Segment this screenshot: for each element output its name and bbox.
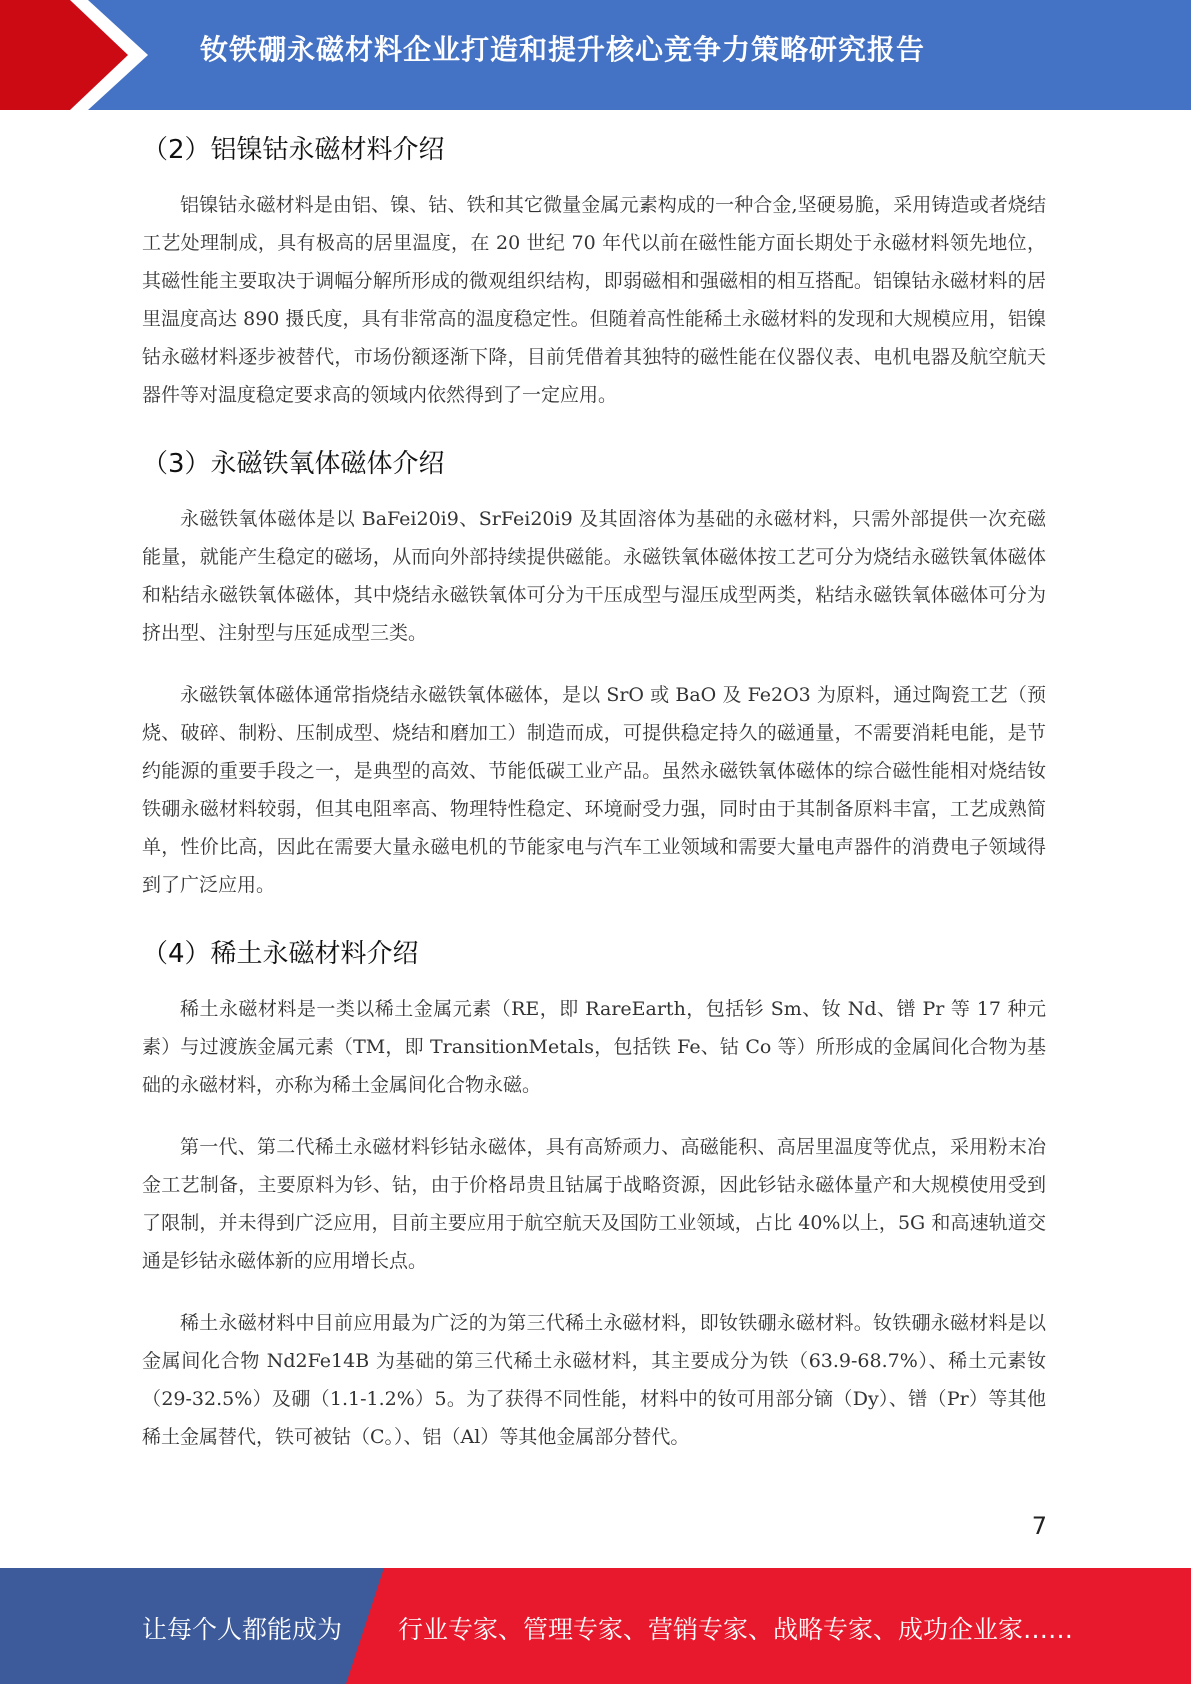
section-heading-ferrite: （3）永磁铁氧体磁体介绍 <box>142 449 445 479</box>
paragraph-alnico: 铝镍钴永磁材料是由铝、镍、钴、铁和其它微量金属元素构成的一种合金,坚硬易脆，采用铸造或者烧结工艺处理制成，具有极高的居里温度，在 20 世纪 70 年代以前在磁性能方面长期处于永磁材料领先地位，其磁性能主要取决于调幅分解所形成的微观组织结构，即弱磁相和强磁相的相互搭配。铝镍钴永磁材料的居里温度高达 890 摄氏度，具有非常高的温度稳定性。但随着高性能稀土永磁材料的发现和大规模应用，铝镍钴永磁材料逐步被替代，市场份额逐渐下降，目前凭借着其独特的磁性能在仪器仪表、电机电器及航空航天器件等对温度稳定要求高的领域内依然得到了一定应用。 <box>142 194 1046 406</box>
page-header <box>0 0 1191 110</box>
section-heading-alnico: （2）铝镍钴永磁材料介绍 <box>142 135 445 165</box>
paragraph-rare-earth-2: 第一代、第二代稀土永磁材料钐钴永磁体，具有高矫顽力、高磁能积、高居里温度等优点，采用粉末冶金工艺制备，主要原料为钐、钴，由于价格昂贵且钴属于战略资源，因此钐钴永磁体量产和大规模使用受到了限制，并未得到广泛应用，目前主要应用于航空航天及国防工业领域，占比 40%以上，5G 和高速轨道交通是钐钴永磁体新的应用增长点。 <box>142 1136 1046 1272</box>
page-footer <box>0 1568 1191 1684</box>
footer-slogan-left: 让每个人都能成为 <box>142 1615 343 1644</box>
paragraph-rare-earth-3: 稀土永磁材料中目前应用最为广泛的为第三代稀土永磁材料，即钕铁硼永磁材料。钕铁硼永磁材料是以金属间化合物 Nd2Fe14B 为基础的第三代稀土永磁材料，其主要成分为铁（63.9-68.7%）、稀土元素钕（29-32.5%）及硼（1.1-1.2%）5。为了获得不同性能，材料中的钕可用部分镝（Dy）、镨（Pr）等其他稀土金属替代，铁可被钴（C。）、铝（Al）等其他金属部分替代。 <box>142 1312 1046 1448</box>
section-heading-rare-earth: （4）稀土永磁材料介绍 <box>142 939 419 969</box>
paragraph-ferrite-1: 永磁铁氧体磁体是以 BaFei20i9、SrFei20i9 及其固溶体为基础的永磁材料，只需外部提供一次充磁能量，就能产生稳定的磁场，从而向外部持续提供磁能。永磁铁氧体磁体按工艺可分为烧结永磁铁氧体磁体和粘结永磁铁氧体磁体，其中烧结永磁铁氧体可分为干压成型与湿压成型两类，粘结永磁铁氧体磁体可分为挤出型、注射型与压延成型三类。 <box>142 508 1046 644</box>
chevron-arrow-icon <box>0 0 160 110</box>
page-number: 7 <box>1031 1512 1047 1540</box>
document-body <box>142 124 1046 1480</box>
paragraph-rare-earth-1: 稀土永磁材料是一类以稀土金属元素（RE，即 RareEarth，包括钐 Sm、钕 Nd、镨 Pr 等 17 种元素）与过渡族金属元素（TM，即 TransitionMetals，包括铁 Fe、钴 Co 等）所形成的金属间化合物为基础的永磁材料，亦称为稀土金属间化合物永磁。 <box>142 998 1046 1096</box>
paragraph-ferrite-2: 永磁铁氧体磁体通常指烧结永磁铁氧体磁体，是以 SrO 或 BaO 及 Fe2O3 为原料，通过陶瓷工艺（预烧、破碎、制粉、压制成型、烧结和磨加工）制造而成，可提供稳定持久的磁通量，不需要消耗电能，是节约能源的重要手段之一，是典型的高效、节能低碳工业产品。虽然永磁铁氧体磁体的综合磁性能相对烧结钕铁硼永磁材料较弱，但其电阻率高、物理特性稳定、环境耐受力强，同时由于其制备原料丰富，工艺成熟简单，性价比高，因此在需要大量永磁电机的节能家电与汽车工业领域和需要大量电声器件的消费电子领域得到了广泛应用。 <box>142 684 1046 896</box>
footer-slogan-right: 行业专家、管理专家、营销专家、战略专家、成功企业家…… <box>398 1615 1074 1644</box>
report-title: 钕铁硼永磁材料企业打造和提升核心竞争力策略研究报告 <box>200 33 926 66</box>
